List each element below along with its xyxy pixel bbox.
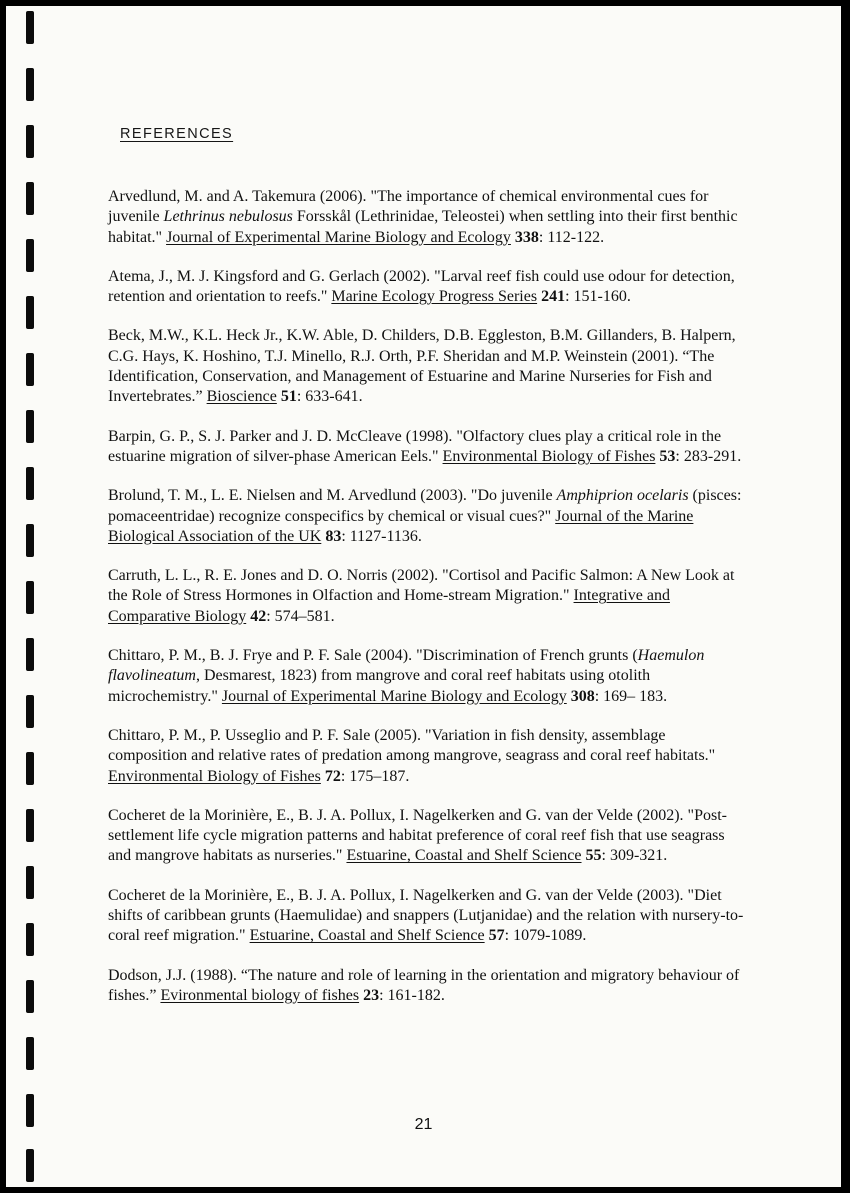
reference-entry bbox=[108, 326, 748, 407]
reference-entry bbox=[108, 267, 748, 308]
volume-number: 23 bbox=[363, 986, 380, 1004]
page-range: : 574–581. bbox=[266, 607, 335, 625]
reference-text: Beck, M.W., K.L. Heck Jr., K.W. Able, D. Childers, D.B. Eggleston, B.M. Gillanders, B. Halpern, C.G. Hays, K. Hoshino, T.J. Minello, R.J. Orth, P.F. Sheridan and M.P. Weinstein (2001). “The Identification, Conservation, and Management of Estuarine and Marine Nurseries for Fish and Invertebrates.” bbox=[108, 327, 736, 406]
page-range: : 161-182. bbox=[379, 986, 445, 1004]
volume-number: 57 bbox=[488, 927, 505, 945]
reference-text: Brolund, T. M., L. E. Nielsen and M. Arvedlund (2003). "Do juvenile bbox=[108, 487, 557, 505]
page-range: : 283-291. bbox=[675, 447, 742, 465]
journal-name: Estuarine, Coastal and Shelf Science bbox=[249, 927, 485, 945]
journal-name: Environmental Biology of Fishes bbox=[108, 767, 321, 785]
journal-name: Journal of Experimental Marine Biology and Ecology bbox=[166, 228, 511, 246]
binding-hole bbox=[26, 752, 34, 785]
page-range: : 309-321. bbox=[601, 847, 668, 865]
volume-number: 53 bbox=[659, 447, 676, 465]
journal-name: Environmental Biology of Fishes bbox=[442, 447, 656, 465]
journal-name: Evironmental biology of fishes bbox=[160, 986, 360, 1004]
species-name: Lethrinus nebulosus bbox=[163, 208, 293, 226]
reference-text: Forsskål (Lethrinidae, Teleostei) when settling into their first benthic habitat." bbox=[108, 208, 738, 246]
binding-hole bbox=[26, 410, 34, 443]
binding-hole bbox=[26, 353, 34, 386]
binding-holes bbox=[6, 6, 46, 1187]
reference-text: Dodson, J.J. (1988). “The nature and role of learning in the orientation and migratory behaviour of fishes.” bbox=[108, 966, 740, 1004]
binding-hole bbox=[26, 695, 34, 728]
binding-hole bbox=[26, 1037, 34, 1070]
journal-name: Estuarine, Coastal and Shelf Science bbox=[346, 847, 582, 865]
binding-hole bbox=[26, 11, 34, 44]
binding-hole bbox=[26, 809, 34, 842]
binding-hole bbox=[26, 1149, 34, 1182]
binding-hole bbox=[26, 980, 34, 1013]
binding-hole bbox=[26, 524, 34, 557]
journal-name: Integrative and Comparative Biology bbox=[108, 587, 670, 625]
reference-list bbox=[108, 187, 748, 1025]
reference-text: Cocheret de la Morinière, E., B. J. A. Pollux, I. Nagelkerken and G. van der Velde (2003). "Diet shifts of caribbean grunts (Haemulidae) and snappers (Lutjanidae) and the relation with nursery-to-coral reef migration." bbox=[108, 886, 744, 945]
volume-number: 51 bbox=[280, 388, 297, 406]
journal-name: Journal of Experimental Marine Biology and Ecology bbox=[221, 687, 567, 705]
volume-number: 42 bbox=[250, 607, 267, 625]
reference-text: (pisces: pomaceentridae) recognize conspecifics by chemical or visual cues?" bbox=[108, 487, 742, 525]
page-range: : 175–187. bbox=[340, 767, 410, 785]
binding-hole bbox=[26, 638, 34, 671]
species-name: Amphiprion ocelaris bbox=[556, 487, 689, 505]
reference-text: Atema, J., M. J. Kingsford and G. Gerlach (2002). "Larval reef fish could use odour for detection, retention and orientation to reefs." bbox=[108, 267, 735, 306]
binding-hole bbox=[26, 125, 34, 158]
binding-hole bbox=[26, 866, 34, 899]
reference-entry bbox=[108, 726, 748, 787]
journal-name: Bioscience bbox=[206, 388, 277, 406]
journal-name: Marine Ecology Progress Series bbox=[331, 288, 538, 306]
reference-entry bbox=[108, 886, 748, 947]
reference-text: Arvedlund, M. and A. Takemura (2006). "The importance of chemical environmental cues for juvenile bbox=[108, 188, 709, 226]
page-range: : 1127-1136. bbox=[341, 527, 422, 545]
reference-text: Chittaro, P. M., P. Usseglio and P. F. Sale (2005). "Variation in fish density, assemblage composition and relative rates of predation among mangrove, seagrass and coral reef habitats." bbox=[108, 726, 716, 765]
page-range: : 633-641. bbox=[296, 388, 363, 406]
reference-entry bbox=[108, 646, 748, 707]
reference-text: Chittaro, P. M., B. J. Frye and P. F. Sale (2004). "Discrimination of French grunts ( bbox=[108, 647, 638, 665]
binding-hole bbox=[26, 68, 34, 101]
page-range: : 112-122. bbox=[538, 228, 605, 246]
reference-text: Carruth, L. L., R. E. Jones and D. O. Norris (2002). "Cortisol and Pacific Salmon: A New Look at the Role of Stress Hormones in Olfaction and Home-stream Migration." bbox=[108, 567, 735, 605]
volume-number: 308 bbox=[570, 687, 595, 705]
binding-hole bbox=[26, 923, 34, 956]
binding-hole bbox=[26, 182, 34, 215]
journal-name: Journal of the Marine Biological Association of the UK bbox=[108, 507, 694, 545]
volume-number: 338 bbox=[514, 228, 539, 246]
reference-text: Cocheret de la Morinière, E., B. J. A. Pollux, I. Nagelkerken and G. van der Velde (2002). "Post-settlement life cycle migration patterns and habitat preference of coral reef fish that use seagrass and mangrove habitats as nurseries." bbox=[108, 806, 727, 865]
binding-hole bbox=[26, 239, 34, 272]
page-range: : 1079-1089. bbox=[504, 927, 587, 945]
reference-entry bbox=[108, 187, 748, 248]
page-number: 21 bbox=[414, 1116, 433, 1133]
reference-text: , Desmarest, 1823) from mangrove and coral reef habitats using otolith microchemistry." bbox=[108, 667, 651, 705]
document-page bbox=[6, 6, 841, 1187]
reference-entry bbox=[108, 427, 748, 468]
reference-entry bbox=[108, 566, 748, 627]
binding-hole bbox=[26, 296, 34, 329]
references-heading: REFERENCES bbox=[120, 126, 234, 142]
reference-entry bbox=[108, 486, 748, 547]
reference-text: Barpin, G. P., S. J. Parker and J. D. McCleave (1998). "Olfactory clues play a critical role in the estuarine migration of silver-phase American Eels." bbox=[108, 427, 722, 465]
volume-number: 72 bbox=[324, 767, 341, 785]
reference-entry bbox=[108, 806, 748, 867]
page-range: : 169– 183. bbox=[594, 687, 668, 705]
reference-entry bbox=[108, 966, 748, 1007]
page-range: : 151-160. bbox=[565, 288, 631, 306]
volume-number: 55 bbox=[585, 847, 602, 865]
species-name: Haemulon flavolineatum bbox=[108, 647, 705, 685]
binding-hole bbox=[26, 467, 34, 500]
volume-number: 83 bbox=[325, 527, 342, 545]
volume-number: 241 bbox=[541, 288, 566, 306]
binding-hole bbox=[26, 581, 34, 614]
